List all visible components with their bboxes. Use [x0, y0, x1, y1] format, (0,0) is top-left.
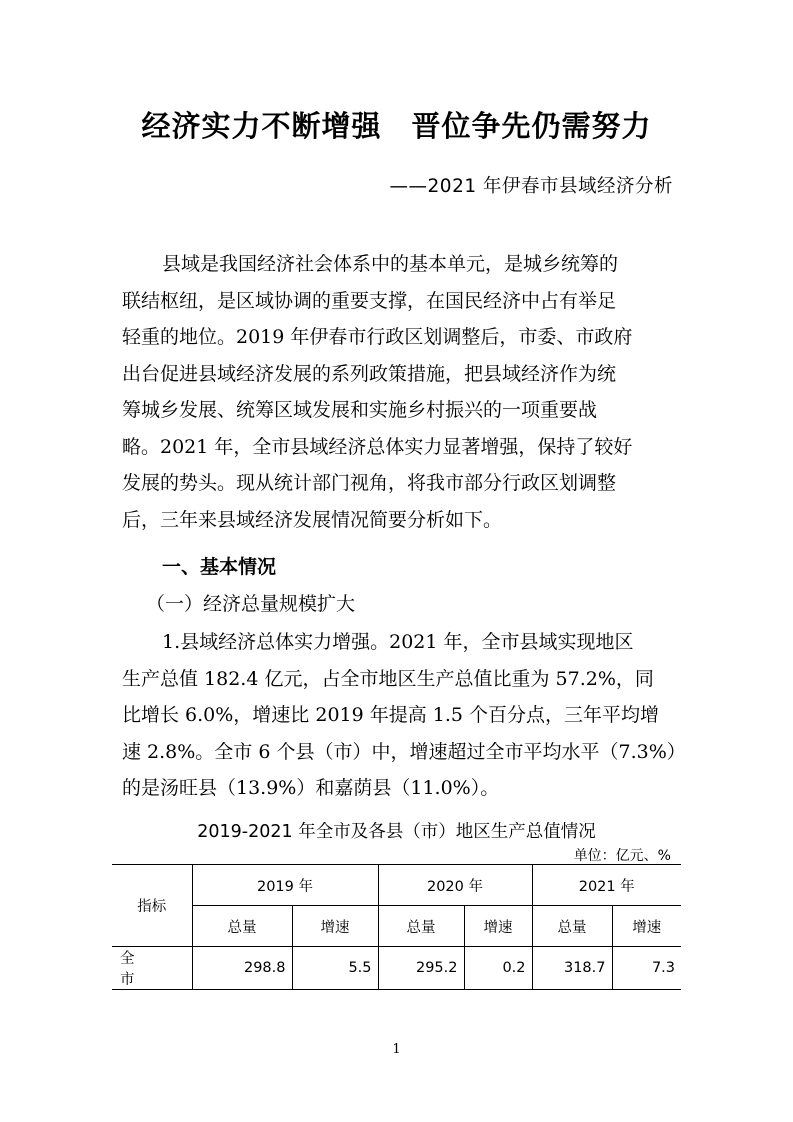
paragraph-line: 的是汤旺县（13.9%）和嘉荫县（11.0%）。: [122, 777, 500, 799]
paragraph-line: 1.县域经济总体实力增强。2021 年，全市县域实现地区: [162, 631, 634, 653]
document-title: 经济实力不断增强 晋位争先仍需努力: [141, 109, 652, 143]
table-unit: 单位：亿元、%: [573, 848, 671, 864]
total-header: 总量: [532, 906, 612, 947]
paragraph-line: 出台促进县域经济发展的系列政策措施，把县域经济作为统: [122, 362, 617, 385]
paragraph-line: 县域是我国经济社会体系中的基本单元，是城乡统筹的: [162, 253, 619, 275]
growth-header: 增速: [292, 906, 378, 947]
paragraph-line: 联结枢纽，是区域协调的重要支撑，在国民经济中占有举足: [122, 289, 617, 312]
paragraph-line: 发展的势头。现从统计部门视角，将我市部分行政区划调整: [122, 472, 617, 494]
paragraph-line: 后，三年来县域经济发展情况简要分析如下。: [122, 508, 503, 531]
paragraph-line: 生产总值 182.4 亿元，占全市地区生产总值比重为 57.2%，同: [122, 667, 654, 690]
table-cell: 7.3: [612, 947, 681, 990]
section-heading: 一、基本情况: [162, 556, 277, 578]
year-header: 2020 年: [378, 865, 532, 906]
row-label: 全市: [112, 947, 192, 990]
total-header: 总量: [192, 906, 292, 947]
growth-header: 增速: [464, 906, 532, 947]
intro-paragraph: [122, 246, 674, 538]
indicator-header: 指标: [112, 865, 192, 947]
paragraph-line: 轻重的地位。2019 年伊春市行政区划调整后，市委、市政府: [122, 326, 633, 348]
year-header: 2021 年: [532, 865, 681, 906]
paragraph-line: 比增长 6.0%，增速比 2019 年提高 1.5 个百分点，三年平均增: [122, 704, 660, 726]
table-cell: 0.2: [464, 947, 532, 990]
paragraph-line: 速 2.8%。全市 6 个县（市）中，增速超过全市平均水平（7.3%）: [122, 740, 686, 763]
gdp-table: [112, 864, 681, 990]
paragraph-line: 略。2021 年，全市县域经济总体实力显著增强，保持了较好: [122, 435, 633, 458]
year-header: 2019 年: [192, 865, 378, 906]
table-cell: 298.8: [192, 947, 292, 990]
table-cell: 5.5: [292, 947, 378, 990]
page-number: 1: [392, 1042, 401, 1057]
subsection-heading: （一）经济总量规模扩大: [146, 593, 356, 615]
table-cell: 318.7: [532, 947, 612, 990]
table-row: [112, 947, 681, 990]
growth-header: 增速: [612, 906, 681, 947]
table-cell: 295.2: [378, 947, 464, 990]
point-paragraph: [122, 624, 686, 807]
paragraph-line: 筹城乡发展、统筹区域发展和实施乡村振兴的一项重要战: [122, 399, 598, 421]
total-header: 总量: [378, 906, 464, 947]
document-subtitle: ——2021 年伊春市县域经济分析: [389, 176, 673, 197]
table-title: 2019-2021 年全市及各县（市）地区生产总值情况: [197, 822, 596, 842]
